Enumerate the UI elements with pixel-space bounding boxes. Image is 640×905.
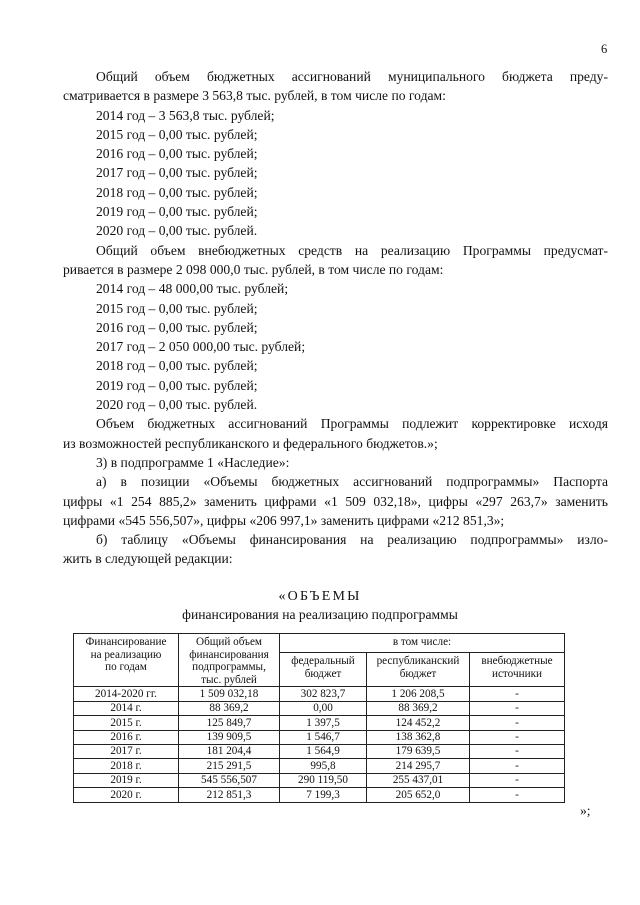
item-a-line2: цифры «1 254 885,2» заменить цифрами «1 509 032,18», цифры «297 263,7» заменить [63,493,608,509]
budget-intro-line1: Общий объем бюджетных ассигнований муниципального бюджета преду- [96,69,608,84]
cell-total: 545 556,507 [179,773,280,787]
cell-total: 125 849,7 [179,716,280,730]
cell-republican: 214 295,7 [367,759,470,773]
cell-period: 2017 г. [74,744,179,758]
table-row [74,687,565,701]
cell-extra-budget: - [470,687,565,701]
cell-period: 2016 г. [74,730,179,744]
cell-extra-budget: - [470,759,565,773]
cell-federal: 1 546,7 [280,730,367,744]
header-including-group: в том числе: [280,634,565,653]
cell-republican: 205 652,0 [367,788,470,802]
budget-year-line: 2017 год – 0,00 тыс. рублей; [96,165,258,181]
cell-extra-budget: - [470,716,565,730]
table-row [74,773,565,787]
cell-total: 139 909,5 [179,730,280,744]
header-line: подпрограммы, [192,661,266,674]
table-row [74,716,565,730]
cell-total: 215 291,5 [179,759,280,773]
budget-year-line: 2018 год – 0,00 тыс. рублей; [96,184,258,200]
cell-federal: 302 823,7 [280,687,367,701]
cell-republican: 255 437,01 [367,773,470,787]
budget-year-line: 2014 год – 3 563,8 тыс. рублей; [96,107,275,123]
extra-budget-year-line: 2014 год – 48 000,00 тыс. рублей; [96,281,289,297]
cell-period: 2020 г. [74,788,179,802]
table-row [74,744,565,758]
cell-federal: 995,8 [280,759,367,773]
table-row [74,759,565,773]
cell-federal: 290 119,50 [280,773,367,787]
cell-extra-budget: - [470,730,565,744]
header-total-volume [179,634,280,687]
extra-budget-intro-line1: Общий объем внебюджетных средств на реализацию Программы предусмат- [96,242,608,258]
financing-table [73,633,565,803]
cell-total: 181 204,4 [179,744,280,758]
cell-period: 2019 г. [74,773,179,787]
cell-extra-budget: - [470,773,565,787]
header-republican-budget [367,653,470,687]
table-title: «ОБЪЕМЫ [278,589,362,604]
extra-budget-year-line: 2018 год – 0,00 тыс. рублей; [96,358,258,374]
cell-federal: 1 397,5 [280,716,367,730]
cell-total: 88 369,2 [179,701,280,715]
page-number: 6 [601,42,608,56]
cell-republican: 138 362,8 [367,730,470,744]
document-body [63,67,608,569]
cell-republican: 1 206 208,5 [367,687,470,701]
table-row [74,788,565,802]
header-financing-by-year [74,634,179,687]
header-line: тыс. рублей [201,673,257,686]
cell-period: 2018 г. [74,759,179,773]
cell-republican: 88 369,2 [367,701,470,715]
header-line: финансирования [189,648,269,661]
header-line: федеральный [291,655,355,667]
budget-year-line: 2020 год – 0,00 тыс. рублей. [96,223,258,239]
cell-period: 2015 г. [74,716,179,730]
extra-budget-intro-line2: ривается в размере 2 098 000,0 тыс. рублей, в том числе по годам: [63,261,444,277]
item-b-line2: жить в следующей редакции: [63,551,233,567]
extra-budget-year-line: 2020 год – 0,00 тыс. рублей. [96,397,258,413]
item-b-line1: б) таблицу «Объемы финансирования на реализацию подпрограммы» изло- [96,532,608,548]
item-3-heading: 3) в подпрограмме 1 «Наследие»: [96,454,290,470]
cell-federal: 0,00 [280,701,367,715]
header-line: внебюджетные [481,655,553,667]
header-line: источники [491,667,543,680]
correction-line2: из возможностей республиканского и федерального бюджетов.»; [63,435,438,451]
cell-extra-budget: - [470,788,565,802]
extra-budget-year-line: 2016 год – 0,00 тыс. рублей; [96,319,258,335]
header-line: Общий объем [196,636,262,648]
cell-republican: 179 639,5 [367,744,470,758]
cell-period: 2014 г. [74,701,179,715]
budget-year-line: 2019 год – 0,00 тыс. рублей; [96,204,258,220]
cell-republican: 124 452,2 [367,716,470,730]
closing-quote: »; [580,803,591,818]
header-line: на реализацию [90,648,162,661]
cell-extra-budget: - [470,744,565,758]
cell-federal: 1 564,9 [280,744,367,758]
header-line: по годам [105,661,147,674]
budget-year-line: 2015 год – 0,00 тыс. рублей; [96,126,258,142]
budget-year-line: 2016 год – 0,00 тыс. рублей; [96,146,258,162]
cell-federal: 7 199,3 [280,788,367,802]
budget-intro-line2: сматривается в размере 3 563,8 тыс. рублей, в том числе по годам: [63,88,446,104]
correction-line1: Объем бюджетных ассигнований Программы подлежит корректировке исходя [96,416,608,432]
extra-budget-year-line: 2017 год – 2 050 000,00 тыс. рублей; [96,339,306,355]
table-subtitle: финансирования на реализацию подпрограммы [182,607,458,622]
extra-budget-year-line: 2019 год – 0,00 тыс. рублей; [96,377,258,393]
item-a-line3: цифрами «545 556,507», цифры «206 997,1» заменить цифрами «212 851,3»; [63,512,505,528]
header-line: Финансирование [85,636,167,648]
cell-extra-budget: - [470,701,565,715]
item-a-line1: а) в позиции «Объемы бюджетных ассигнований подпрограммы» Паспорта [96,474,608,490]
header-line: республиканский [376,655,460,667]
cell-total: 1 509 032,18 [179,687,280,701]
table-row [74,701,565,715]
table-row [74,730,565,744]
header-federal-budget [280,653,367,687]
header-extra-budget-sources [470,653,565,687]
extra-budget-year-line: 2015 год – 0,00 тыс. рублей; [96,300,258,316]
header-line: бюджет [399,667,437,680]
cell-period: 2014-2020 гг. [74,687,179,701]
cell-total: 212 851,3 [179,788,280,802]
header-line: бюджет [304,667,342,680]
